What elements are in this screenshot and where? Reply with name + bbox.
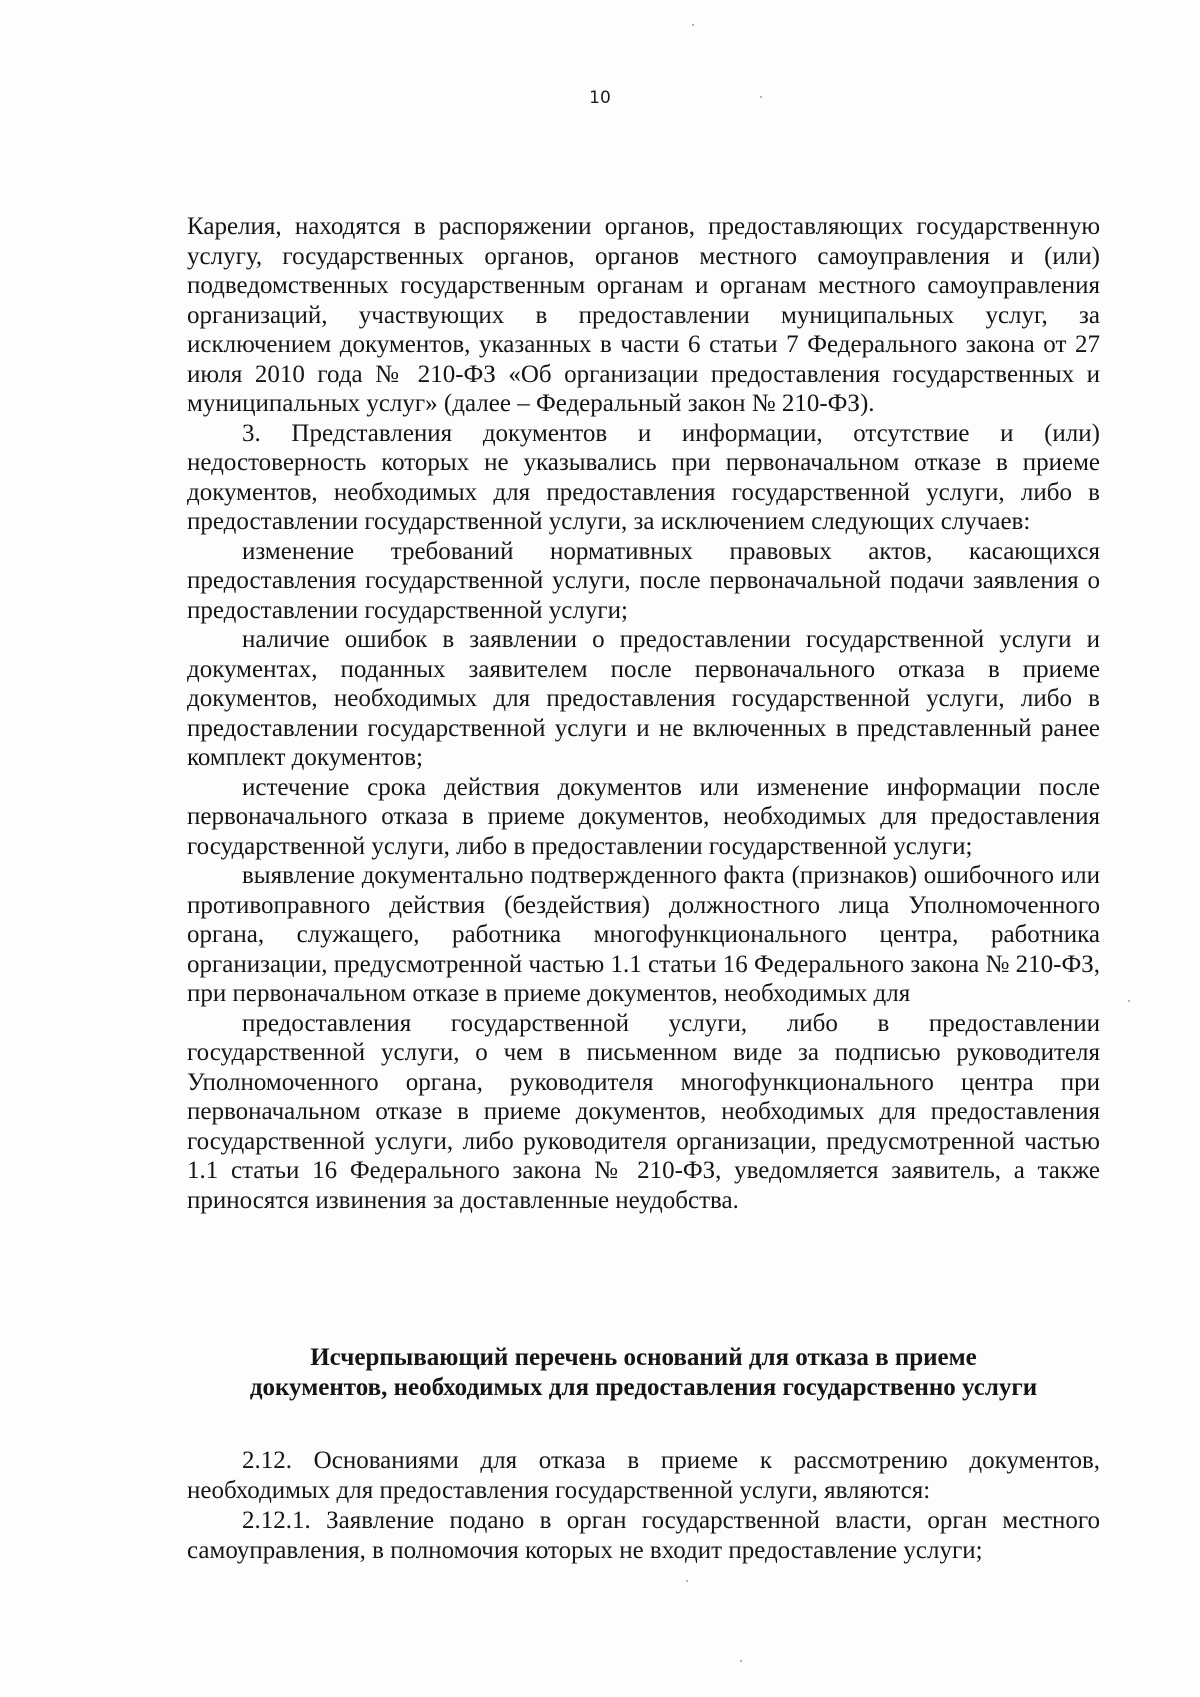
paragraph-notification: предоставления государственной услуги, либо в предоставлении государственной услуги, о чем в письменном виде за подписью руководителя Уполномоченного органа, руководителя многофункционального центра при первоначальном отказе в приеме документов, необходимых для предоставления государственной услуги, либо руководителя организации, предусмотренной частью 1.1 статьи 16 Федерального закона № 210-ФЗ, уведомляется заявитель, а также приносятся извинения за доставленные неудобства.: [187, 1009, 1100, 1214]
paragraph-2-12-1: 2.12.1. Заявление подано в орган государственной власти, орган местного самоуправления, в полномочия которых не входит предоставление услуги;: [187, 1507, 1100, 1564]
scan-speck: [1128, 1000, 1130, 1002]
page-number: 10: [589, 88, 611, 108]
paragraph-karelia: Карелия, находятся в распоряжении органов, предоставляющих государственную услугу, государственных органов, органов местного самоуправления и (или) подведомственных государственным органам и органам местного самоуправления организаций, участвующих в предоставлении муниципальных услуг, за исключением документов, указанных в части 6 статьи 7 Федерального закона от 27 июля 2010 года № 210-ФЗ «Об организации предоставления государственных и муниципальных услуг» (далее – Федеральный закон № 210-ФЗ).: [187, 213, 1100, 417]
section-body: [187, 1446, 1100, 1566]
document-body: [187, 212, 1100, 1215]
paragraph-erroneous-action: выявление документально подтвержденного факта (признаков) ошибочного или противоправного действия (бездействия) должностного лица Уполномоченного органа, служащего, работника многофункционального центра, работника организации, предусмотренной частью 1.1 статьи 16 Федерального закона № 210-ФЗ, при первоначальном отказе в приеме документов, необходимых для: [187, 862, 1100, 1007]
section-heading-line-1: Исчерпывающий перечень оснований для отказа в приеме: [310, 1344, 977, 1371]
scan-speck: [740, 1660, 742, 1662]
scan-speck: [686, 1580, 688, 1582]
scan-speck: [692, 24, 694, 26]
section-heading: [187, 1343, 1100, 1403]
section-heading-line-2: документов, необходимых для предоставления государственно услуги: [249, 1374, 1038, 1401]
paragraph-2-12: 2.12. Основаниями для отказа в приеме к рассмотрению документов, необходимых для предоставления государственной услуги, являются:: [187, 1447, 1100, 1504]
paragraph-item-3: 3. Представления документов и информации, отсутствие и (или) недостоверность которых не указывались при первоначальном отказе в приеме документов, необходимых для предоставления государственной услуги, либо в предоставлении государственной услуги, за исключением следующих случаев:: [187, 419, 1100, 535]
scan-speck: [760, 96, 762, 98]
paragraph-requirements-change: изменение требований нормативных правовых актов, касающихся предоставления государственной услуги, после первоначальной подачи заявления о предоставлении государственной услуги;: [187, 537, 1100, 624]
paragraph-errors-in-application: наличие ошибок в заявлении о предоставлении государственной услуги и документах, поданных заявителем после первоначального отказа в приеме документов, необходимых для предоставления государственной услуги, либо в предоставлении государственной услуги и не включенных в представленный ранее комплект документов;: [187, 626, 1100, 771]
paragraph-expiry-of-documents: истечение срока действия документов или изменение информации после первоначального отказа в приеме документов, необходимых для предоставления государственной услуги, либо в предоставлении государственной услуги;: [187, 773, 1100, 860]
